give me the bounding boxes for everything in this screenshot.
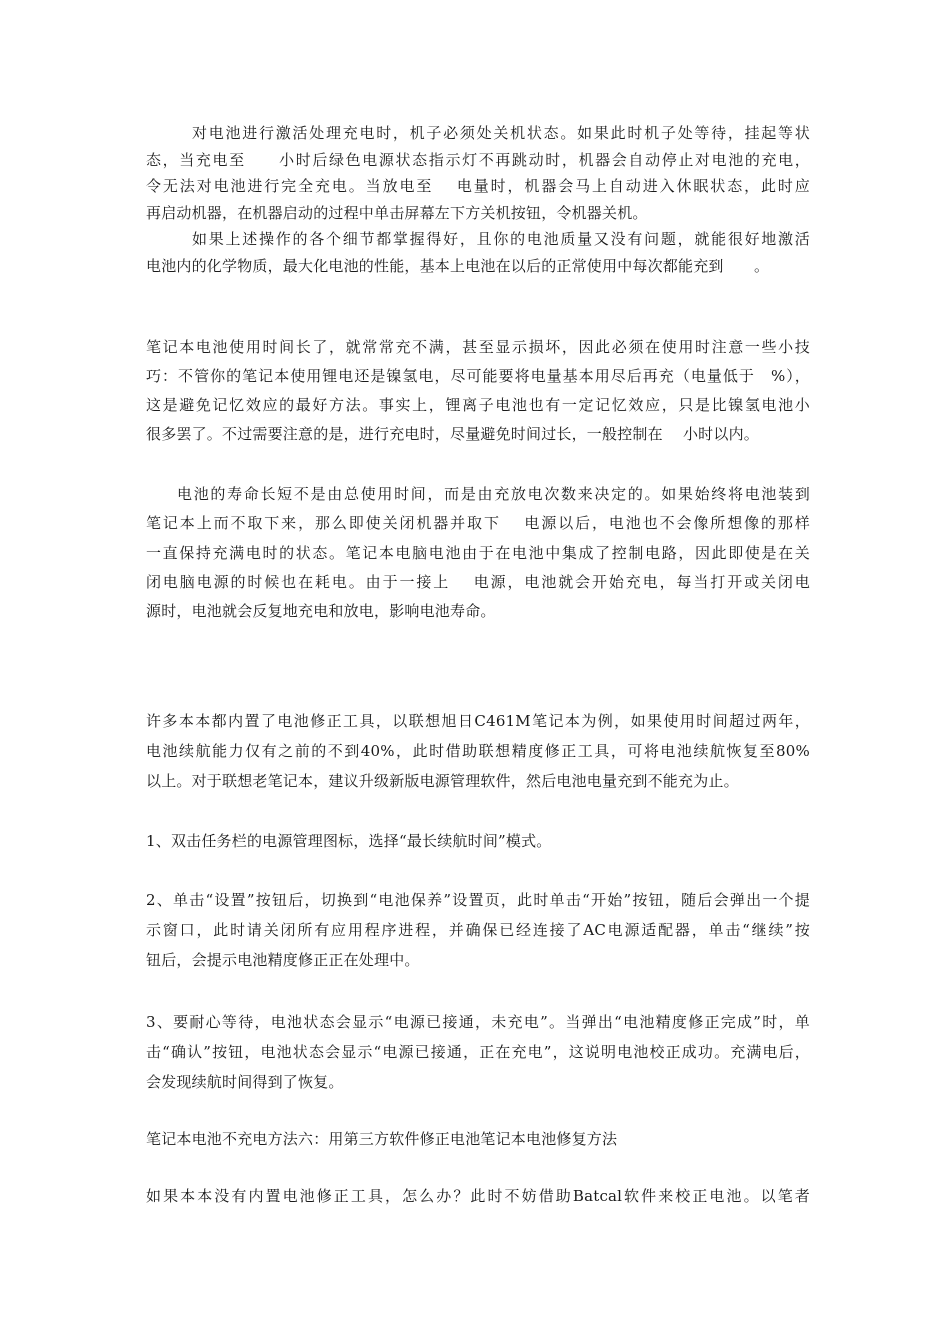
- text-line: 示窗口，此时请关闭所有应用程序进程，并确保已经连接了AC电源适配器，单击“继续”按: [146, 921, 810, 939]
- paragraph-batcal-intro: [146, 1182, 810, 1210]
- text-line: 态，当充电至 小时后绿色电源状态指示灯不再跳动时，机器会自动停止对电池的充电，: [146, 150, 810, 169]
- text-line: 3、要耐心等待，电池状态会显示“电源已接通，未充电”。当弹出“电池精度修正完成”时，单: [146, 1013, 810, 1031]
- paragraph-battery-lifespan: [146, 480, 810, 626]
- paragraph-step-1: [146, 827, 810, 855]
- text-line: 笔记本电池使用时间长了，就常常充不满，甚至显示损坏，因此必须在使用时注意一些小技: [146, 338, 810, 356]
- text-line: 笔记本上而不取下来，那么即使关闭机器并取下 电源以后，电池也不会像所想像的那样: [146, 514, 810, 533]
- text-line: 如果上述操作的各个细节都掌握得好，且你的电池质量又没有问题，就能很好地激活: [192, 230, 810, 248]
- paragraph-battery-activation: [146, 120, 810, 279]
- text-line: 许多本本都内置了电池修正工具，以联想旭日C461M笔记本为例，如果使用时间超过两年，: [146, 712, 810, 730]
- text-line: 一直保持充满电时的状态。笔记本电脑电池由于在电池中集成了控制电路，因此即使是在关: [146, 543, 810, 562]
- text-line: 击“确认”按钮，电池状态会显示“电源已接通，正在充电”，这说明电池校正成功。充满电后，: [146, 1043, 810, 1061]
- text-line: 对电池进行激活处理充电时，机子必须处关机状态。如果此时机子处等待，挂起等状: [192, 124, 810, 142]
- text-line: 巧：不管你的笔记本使用锂电还是镍氢电，尽可能要将电量基本用尽后再充（电量低于 %），: [146, 367, 810, 385]
- text-line: 源时，电池就会反复地充电和放电，影响电池寿命。: [146, 602, 496, 621]
- text-line: 笔记本电池不充电方法六：用第三方软件修正电池笔记本电池修复方法: [146, 1130, 618, 1148]
- text-line: 令无法对电池进行完全充电。当放电至 电量时，机器会马上自动进入休眠状态，此时应: [146, 177, 810, 195]
- text-line: 再启动机器，在机器启动的过程中单击屏幕左下方关机按钮，令机器关机。: [146, 203, 648, 222]
- text-line: 这是避免记忆效应的最好方法。事实上，锂离子电池也有一定记忆效应，只是比镍氢电池小: [146, 396, 810, 414]
- text-line: 很多罢了。不过需要注意的是，进行充电时，尽量避免时间过长，一般控制在 小时以内。: [146, 425, 759, 443]
- text-line: 2、单击“设置”按钮后，切换到“电池保养”设置页，此时单击“开始”按钮，随后会弹出一个提: [146, 891, 810, 909]
- paragraph-lenovo-tool: [146, 706, 810, 796]
- text-line: 1、双击任务栏的电源管理图标，选择“最长续航时间”模式。: [146, 832, 552, 850]
- text-line: 闭电脑电源的时候也在耗电。由于一接上 电源，电池就会开始充电，每当打开或关闭电: [146, 572, 810, 591]
- text-line: 会发现续航时间得到了恢复。: [146, 1073, 344, 1091]
- section-heading-method-six: [146, 1125, 810, 1153]
- text-line: 以上。对于联想老笔记本，建议升级新版电源管理软件，然后电池电量充到不能充为止。: [146, 772, 739, 790]
- text-line: 钮后，会提示电池精度修正正在处理中。: [146, 951, 420, 969]
- paragraph-step-3: [146, 1007, 810, 1097]
- text-line: 电池续航能力仅有之前的不到40%，此时借助联想精度修正工具，可将电池续航恢复至80%: [146, 742, 810, 760]
- paragraph-memory-effect: [146, 333, 810, 449]
- text-line: 电池的寿命长短不是由总使用时间，而是由充放电次数来决定的。如果始终将电池装到: [177, 485, 810, 503]
- text-line: 电池内的化学物质，最大化电池的性能，基本上电池在以后的正常使用中每次都能充到 。: [146, 256, 770, 275]
- paragraph-step-2: [146, 885, 810, 975]
- text-line: 如果本本没有内置电池修正工具，怎么办？此时不妨借助Batcal软件来校正电池。以笔者: [146, 1187, 810, 1205]
